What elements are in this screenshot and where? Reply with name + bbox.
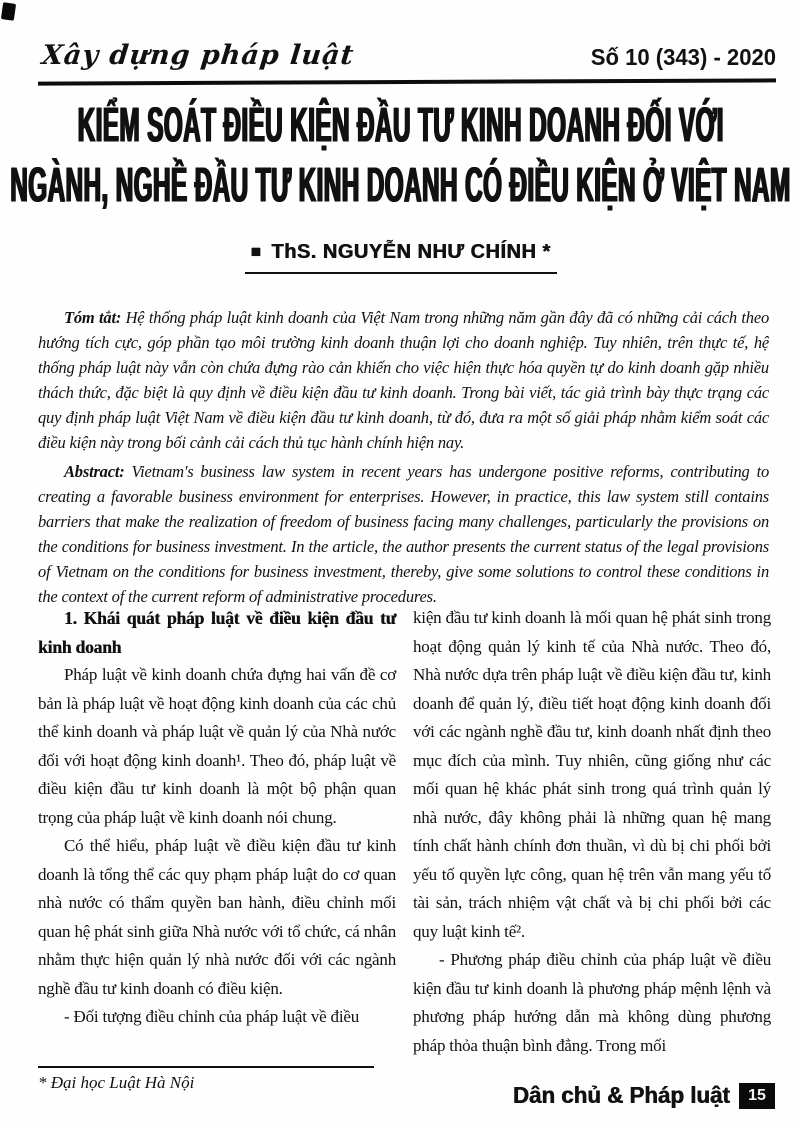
author-line xyxy=(0,241,801,274)
scan-artifact xyxy=(1,2,16,21)
page-footer xyxy=(506,1082,775,1109)
body-paragraph: Pháp luật về kinh doanh chứa đựng hai vấn đề cơ bản là pháp luật về hoạt động kinh doanh của các chủ thể kinh doanh và pháp luật về quản lý của Nhà nước đối với hoạt động kinh doanh¹. Theo đó, pháp luật về điều kiện đầu tư kinh doanh là một bộ phận quan trọng của pháp luật về kinh doanh nói chung. xyxy=(38,665,396,827)
summary-label: Tóm tắt: xyxy=(64,307,122,327)
page-number-badge: 15 xyxy=(739,1083,775,1109)
right-column xyxy=(413,604,771,1060)
body-paragraph: - Đối tượng điều chỉnh của pháp luật về điều xyxy=(64,1007,360,1026)
page-header xyxy=(42,40,776,71)
journal-name: Dân chủ & Pháp luật xyxy=(513,1082,730,1108)
article-title xyxy=(0,98,801,222)
article-title-line2 xyxy=(0,158,801,222)
header-divider xyxy=(38,78,776,85)
summary-vietnamese xyxy=(38,305,769,455)
body-columns xyxy=(38,604,771,1060)
abstract-text: Vietnam's business law system in recent years has undergone positive reforms, contributing to creating a favorable business environment for enterprises. However, in practice, this law system still contains barriers that make the realization of freedom of business facing many challenges, particularly the provisions on the conditions for business investment. In the article, the author presents the current status of the legal provisions of Vietnam on the conditions for business investment, thereby, give some solutions to control these conditions in the context of the current reform of administrative procedures. xyxy=(38,461,769,606)
abstract-label: Abstract: xyxy=(64,461,125,481)
author-name: ThS. NGUYỄN NHƯ CHÍNH * xyxy=(271,241,551,263)
left-column xyxy=(38,604,396,1060)
article-title-line1-text: KIỂM SOÁT ĐIỀU KIỆN ĐẦU TƯ KINH DOANH ĐỐI VỚI xyxy=(77,98,724,153)
summary-text: Hệ thống pháp luật kinh doanh của Việt Nam trong những năm gần đây đã có những cải cách theo hướng tích cực, góp phần tạo môi trường kinh doanh thuận lợi cho doanh nghiệp. Tuy nhiên, trên thực tế, hệ thống pháp luật này vẫn còn chứa đựng rào cản khiến cho việc hiện thực hóa quyền tự do kinh doanh gặp nhiều thách thức, đặc biệt là quy định về điều kiện đầu tư kinh doanh. Trong bài viết, tác giả trình bày thực trạng các quy định pháp luật Việt Nam về điều kiện đầu tư kinh doanh, từ đó, đưa ra một số giải pháp nhằm kiểm soát các điều kiện này trong bối cảnh cải cách thủ tục hành chính hiện nay. xyxy=(38,307,769,452)
section-name-script: Xây dựng pháp luật xyxy=(40,40,356,71)
issue-number: Số 10 (343) - 2020 xyxy=(590,44,776,70)
square-bullet-icon: ■ xyxy=(250,242,262,261)
section-heading: 1. Khái quát pháp luật về điều kiện đầu tư kinh doanh xyxy=(38,608,396,657)
article-title-line1 xyxy=(0,98,801,162)
body-paragraph: Có thể hiểu, pháp luật về điều kiện đầu tư kinh doanh là tổng thể các quy phạm pháp luật do cơ quan nhà nước có thẩm quyền ban hành, điều chỉnh mối quan hệ phát sinh giữa Nhà nước với tổ chức, cá nhân nhằm thực hiện quản lý nhà nước đối với các ngành nghề đầu tư kinh doanh có điều kiện. xyxy=(38,836,396,998)
abstract-english xyxy=(38,459,769,609)
author-name-underlined xyxy=(245,241,557,274)
body-paragraph: kiện đầu tư kinh doanh là mối quan hệ phát sinh trong hoạt động quản lý kinh tế của Nhà nước. Theo đó, Nhà nước dựa trên pháp luật về điều kiện đầu tư, kinh doanh để quản lý, điều tiết hoạt động kinh doanh đối với các ngành nghề đầu tư, kinh doanh nhất định theo mục đích của mình. Tuy nhiên, cũng giống như các mối quan hệ khác phát sinh trong quá trình quản lý nhà nước, đây không phải là những quan hệ mang tính chất hành chính đơn thuần, vì dù bị chi phối bởi yếu tố quyền lực công, quan hệ trên vẫn mang yếu tố tài sản, trách nhiệm vật chất và bị chi phối bởi các quy luật kinh tế². xyxy=(413,608,771,941)
article-title-line2-text: NGÀNH, NGHỀ ĐẦU TƯ KINH DOANH CÓ ĐIỀU KIỆN Ở VIỆT NAM xyxy=(10,158,791,213)
body-paragraph: - Phương pháp điều chỉnh của pháp luật về điều kiện đầu tư kinh doanh là phương pháp mệnh lệnh và phương pháp hướng dẫn mà không dùng phương pháp thỏa thuận bình đẳng. Trong mối xyxy=(413,950,771,1055)
author-affiliation-footnote: * Đại học Luật Hà Nội xyxy=(38,1066,374,1093)
